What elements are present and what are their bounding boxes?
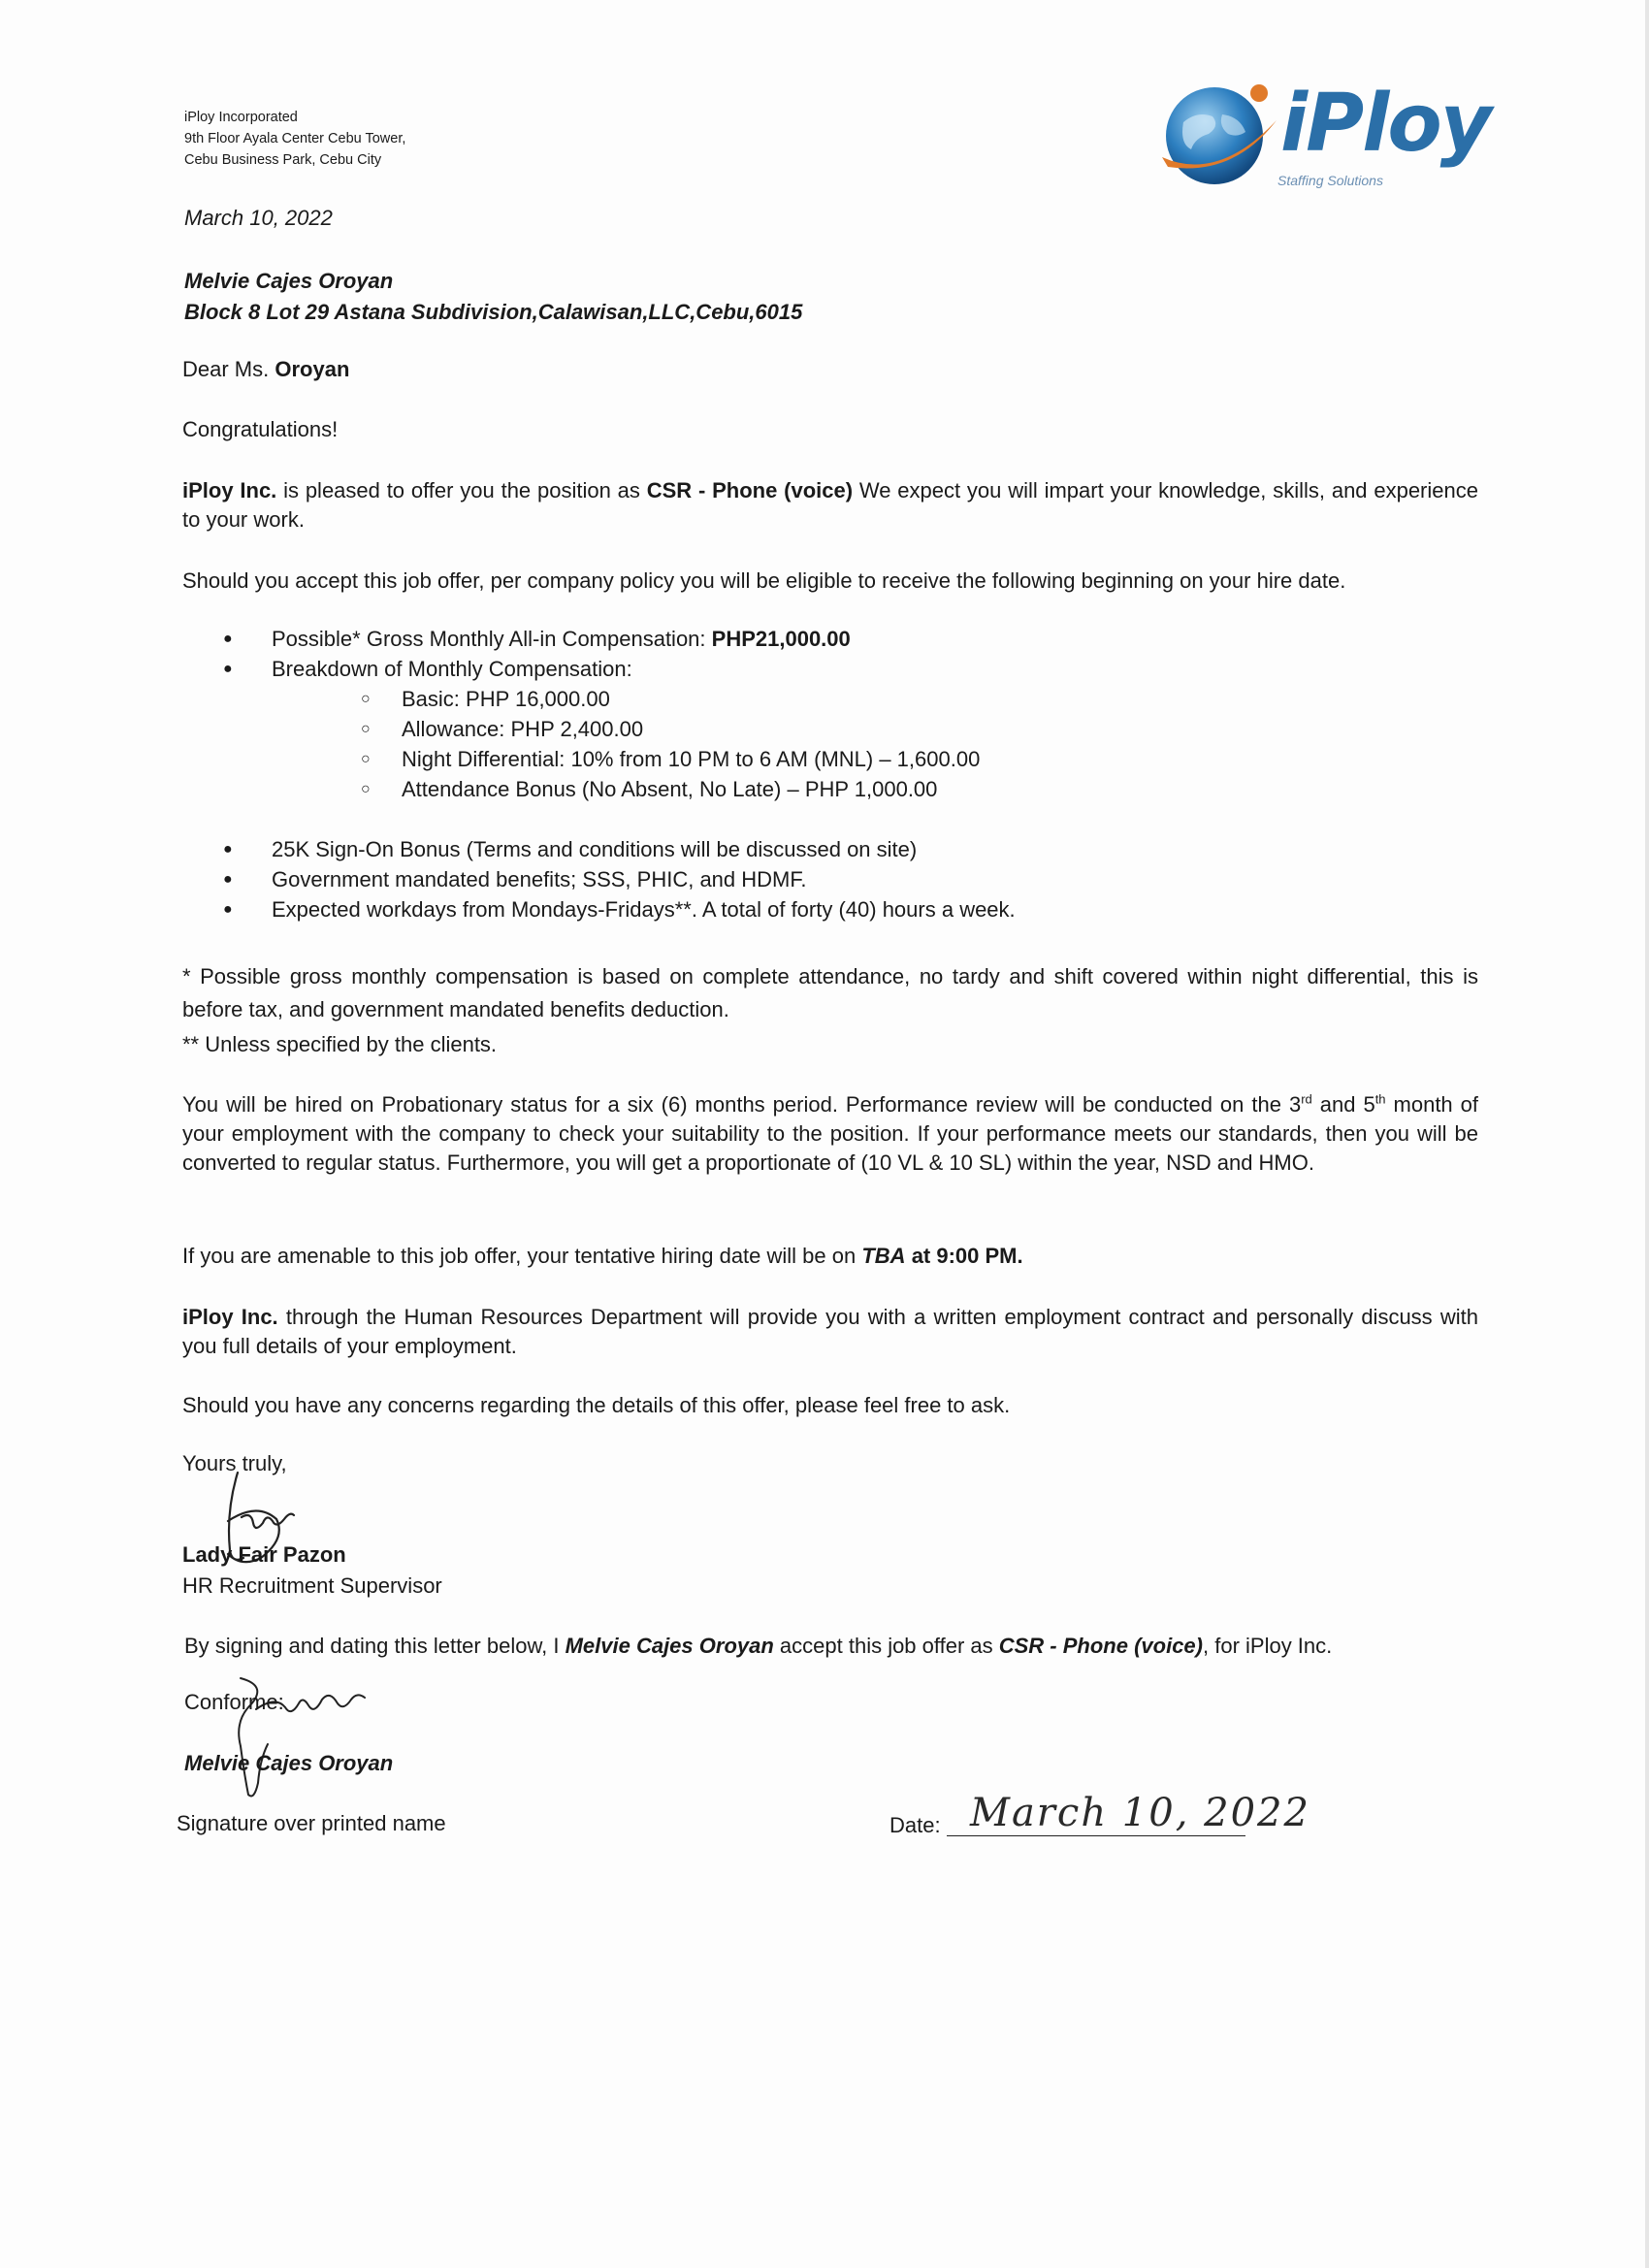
congratulations: Congratulations!	[182, 417, 339, 441]
signatory-block	[182, 1539, 1478, 1602]
conforme-name: Melvie Cajes Oroyan	[184, 1751, 394, 1775]
logo-wordmark: iPloy	[1280, 78, 1491, 170]
other-benefits-list	[223, 834, 1016, 924]
conforme-label: Conforme:	[184, 1690, 284, 1714]
list-item: ● 25K Sign-On Bonus (Terms and conditions will be discussed on site)	[223, 834, 1016, 864]
globe-icon	[1154, 76, 1290, 202]
salutation: Dear Ms. Oroyan	[182, 357, 350, 381]
company-address-line2: Cebu Business Park, Cebu City	[184, 152, 382, 168]
iploy-logo	[1154, 76, 1491, 202]
probation-paragraph: You will be hired on Probationary status for a six (6) months period. Performance review will be conducted on the 3rd and 5th month of your employment with the company to check your suitability to the position. If your performance meets our standards, then you will be converted to regular status. Furthermore, you will get a proportionate of (10 VL & 10 SL) within the year, NSD and HMO.	[182, 1091, 1479, 1175]
footnote-compensation: * Possible gross monthly compensation is based on complete attendance, no tardy and shift covered within night differential, this is before tax, and government mandated benefits deduction.	[182, 964, 1478, 1021]
letter-date: March 10, 2022	[184, 206, 333, 230]
list-item: ● Breakdown of Monthly Compensation: ○ Basic: PHP 16,000.00 ○ Allowance: PHP 2,400.00 ○ Night Differential: 10% from 10 PM to 6 AM (MNL) – 1,600.00 ○ Attendance Bonus (No Absent, No Late) – PHP 1,000.00	[223, 654, 980, 804]
offer-paragraph: iPloy Inc. is pleased to offer you the position as CSR - Phone (voice) We expect you will impart your knowledge, skills, and experience to your work.	[182, 478, 1478, 532]
company-address-block	[184, 107, 405, 171]
list-item: ○ Attendance Bonus (No Absent, No Late) – PHP 1,000.00	[361, 774, 980, 804]
handwritten-date: March 10, 2022	[970, 1791, 1310, 1835]
list-item: ● Expected workdays from Mondays-Fridays**. A total of forty (40) hours a week.	[223, 894, 1016, 924]
recipient-address: Block 8 Lot 29 Astana Subdivision,Calawisan,LLC,Cebu,6015	[184, 300, 803, 324]
signature-label: Signature over printed name	[177, 1811, 446, 1835]
signatory-name: Lady Fair Pazon	[182, 1542, 346, 1567]
eligibility-paragraph: Should you accept this job offer, per company policy you will be eligible to receive the following beginning on your hire date.	[182, 568, 1346, 593]
list-item: ○ Night Differential: 10% from 10 PM to 6 AM (MNL) – 1,600.00	[361, 744, 980, 774]
list-item: ● Government mandated benefits; SSS, PHIC, and HDMF.	[223, 864, 1016, 894]
acceptance-statement: By signing and dating this letter below, I Melvie Cajes Oroyan accept this job offer as CSR - Phone (voice), for iPloy Inc.	[184, 1634, 1333, 1658]
recipient-block	[184, 266, 802, 328]
compensation-list	[223, 624, 980, 804]
signatory-title: HR Recruitment Supervisor	[182, 1573, 442, 1598]
breakdown-list	[272, 684, 980, 804]
footnote-clients: ** Unless specified by the clients.	[182, 1032, 498, 1056]
list-item: ● Possible* Gross Monthly All-in Compensation: PHP21,000.00	[223, 624, 980, 654]
contract-paragraph: iPloy Inc. through the Human Resources Department will provide you with a written employment contract and personally discuss with you full details of your employment.	[182, 1305, 1478, 1358]
scan-edge	[1645, 0, 1649, 2268]
recipient-name: Melvie Cajes Oroyan	[184, 269, 394, 293]
company-address-line1: 9th Floor Ayala Center Cebu Tower,	[184, 131, 406, 146]
concerns-paragraph: Should you have any concerns regarding the details of this offer, please feel free to ask.	[182, 1393, 1011, 1417]
date-underline	[947, 1835, 1245, 1836]
list-item: ○ Basic: PHP 16,000.00	[361, 684, 980, 714]
date-label: Date:	[889, 1813, 941, 1837]
closing: Yours truly,	[182, 1451, 287, 1475]
logo-tagline: Staffing Solutions	[1277, 173, 1383, 188]
list-item: ○ Allowance: PHP 2,400.00	[361, 714, 980, 744]
hiring-date-paragraph: If you are amenable to this job offer, your tentative hiring date will be on TBA at 9:00 PM.	[182, 1244, 1023, 1268]
company-name: iPloy Incorporated	[184, 110, 298, 125]
